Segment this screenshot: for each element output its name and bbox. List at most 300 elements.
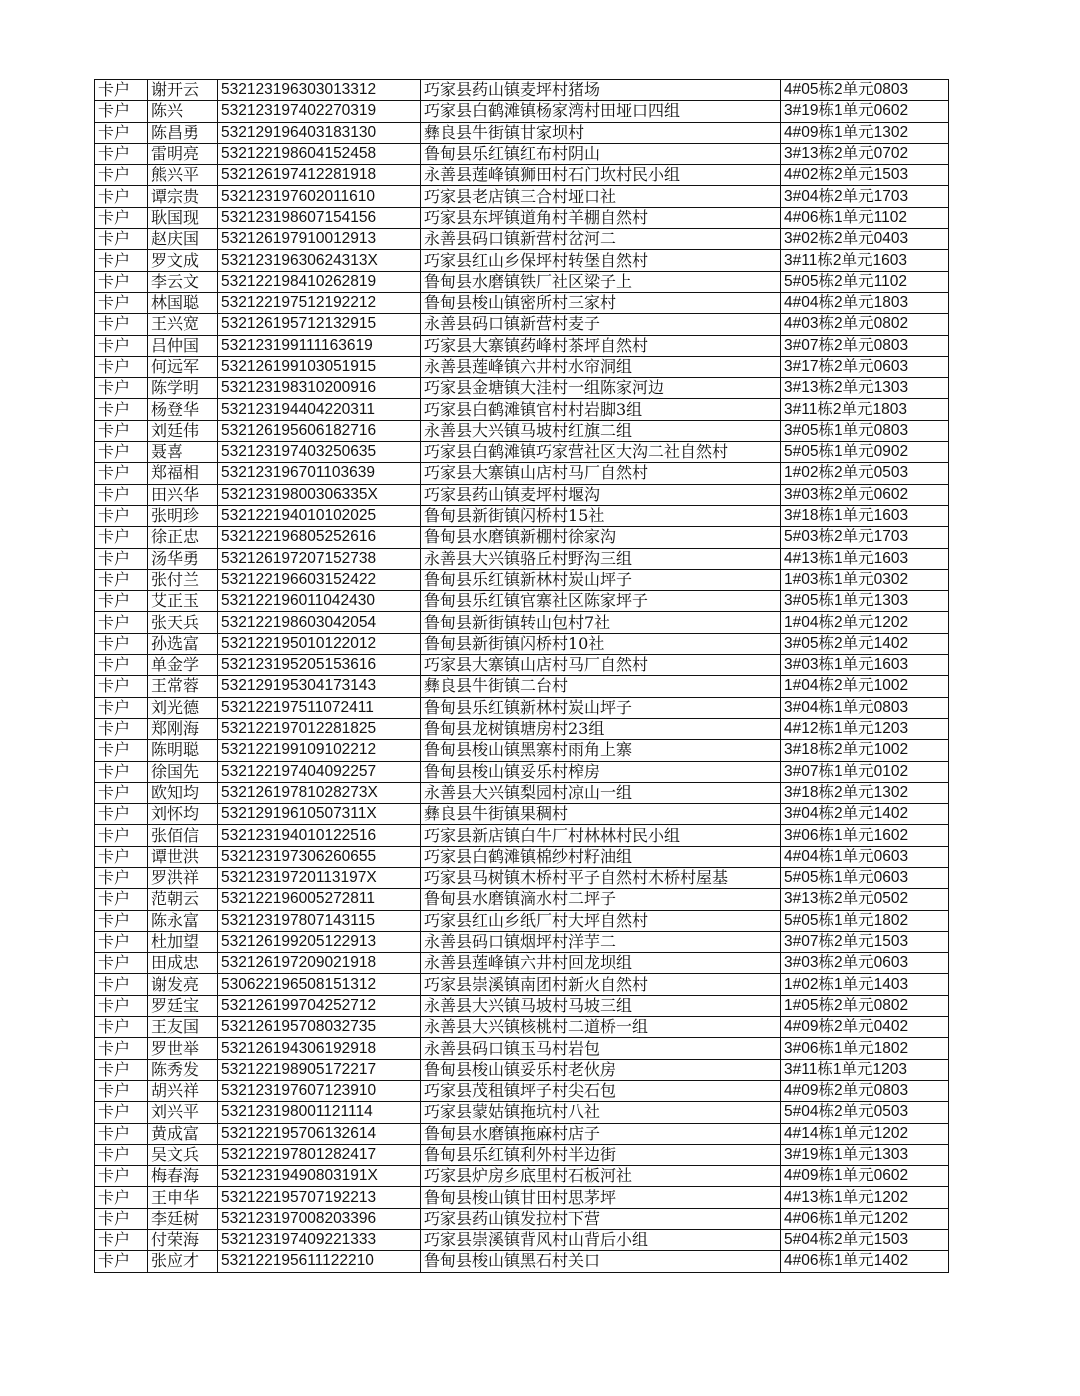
address-cell: 彝良县牛街镇二台村 [421,676,781,697]
id-number-cell: 53212319720113197X [218,867,421,888]
table-row [95,867,949,888]
unit-cell: 4#05栋2单元0803 [781,80,949,101]
id-number-cell: 532122194010102025 [218,505,421,526]
unit-cell: 3#03栋1单元1603 [781,655,949,676]
household-type-cell: 卡户 [95,569,148,590]
name-cell: 付荣海 [148,1230,218,1251]
name-cell: 徐正忠 [148,527,218,548]
household-type-cell: 卡户 [95,1123,148,1144]
unit-cell: 5#05栋1单元0902 [781,442,949,463]
name-cell: 吕仲国 [148,335,218,356]
household-type-cell: 卡户 [95,1166,148,1187]
address-cell: 巧家县红山乡纸厂村大坪自然村 [421,910,781,931]
id-number-cell: 53212319630624313X [218,250,421,271]
household-type-cell: 卡户 [95,122,148,143]
address-cell: 永善县莲峰镇六井村水帘洞组 [421,356,781,377]
household-type-cell: 卡户 [95,1080,148,1101]
household-type-cell: 卡户 [95,80,148,101]
name-cell: 林国聪 [148,292,218,313]
id-number-cell: 532126199103051915 [218,356,421,377]
unit-cell: 4#06栋1单元1202 [781,1208,949,1229]
household-type-cell: 卡户 [95,356,148,377]
household-type-cell: 卡户 [95,782,148,803]
id-number-cell: 530622196508151312 [218,974,421,995]
address-cell: 永善县码口镇烟坪村洋芋二 [421,931,781,952]
id-number-cell: 532122199109102212 [218,740,421,761]
id-number-cell: 532126199205122913 [218,931,421,952]
table-row [95,463,949,484]
unit-cell: 1#02栋2单元0503 [781,463,949,484]
household-type-cell: 卡户 [95,591,148,612]
name-cell: 陈永富 [148,910,218,931]
household-type-cell: 卡户 [95,953,148,974]
household-type-cell: 卡户 [95,974,148,995]
address-cell: 永善县大兴镇马坡村红旗二组 [421,420,781,441]
household-type-cell: 卡户 [95,1102,148,1123]
unit-cell: 3#13栋2单元1303 [781,378,949,399]
address-cell: 永善县大兴镇骆丘村野沟三组 [421,548,781,569]
address-cell: 巧家县红山乡保坪村转堡自然村 [421,250,781,271]
address-cell: 巧家县茂租镇坪子村尖石包 [421,1080,781,1101]
unit-cell: 5#04栋2单元0503 [781,1102,949,1123]
name-cell: 聂喜 [148,442,218,463]
unit-cell: 4#12栋1单元1203 [781,718,949,739]
id-number-cell: 532122198604152458 [218,143,421,164]
id-number-cell: 532122197512192212 [218,292,421,313]
address-cell: 巧家县白鹤滩镇官村村岩脚3组 [421,399,781,420]
unit-cell: 3#13栋2单元0702 [781,143,949,164]
id-number-cell: 532122195611122210 [218,1251,421,1272]
unit-cell: 4#06栋1单元1402 [781,1251,949,1272]
table-row [95,527,949,548]
table-row [95,207,949,228]
household-type-cell: 卡户 [95,484,148,505]
unit-cell: 3#13栋2单元0502 [781,889,949,910]
address-cell: 永善县大兴镇梨园村凉山一组 [421,782,781,803]
name-cell: 张付兰 [148,569,218,590]
address-cell: 巧家县马树镇木桥村平子自然村木桥村屋基 [421,867,781,888]
address-cell: 鲁甸县梭山镇密所村三家村 [421,292,781,313]
household-type-cell: 卡户 [95,186,148,207]
household-type-cell: 卡户 [95,505,148,526]
address-cell: 鲁甸县水磨镇铁厂社区梁子上 [421,271,781,292]
id-number-cell: 532126197207152738 [218,548,421,569]
address-cell: 鲁甸县梭山镇甘田村思茅坪 [421,1187,781,1208]
table-row [95,271,949,292]
address-cell: 永善县莲峰镇六井村回龙坝组 [421,953,781,974]
table-row [95,889,949,910]
unit-cell: 3#17栋2单元0603 [781,356,949,377]
name-cell: 谭世洪 [148,846,218,867]
household-type-cell: 卡户 [95,889,148,910]
table-row [95,399,949,420]
unit-cell: 5#05栋2单元1102 [781,271,949,292]
id-number-cell: 532126195708032735 [218,1017,421,1038]
table-body [95,80,949,1273]
address-cell: 鲁甸县新街镇闪桥村15社 [421,505,781,526]
address-cell: 永善县莲峰镇狮田村石门坎村民小组 [421,165,781,186]
id-number-cell: 532122197801282417 [218,1144,421,1165]
table-row [95,505,949,526]
name-cell: 陈学明 [148,378,218,399]
household-type-cell: 卡户 [95,867,148,888]
unit-cell: 3#18栋1单元1603 [781,505,949,526]
address-cell: 鲁甸县梭山镇黑寨村雨角上寨 [421,740,781,761]
household-type-cell: 卡户 [95,378,148,399]
table-row [95,953,949,974]
name-cell: 罗世举 [148,1038,218,1059]
household-type-cell: 卡户 [95,207,148,228]
table-row [95,782,949,803]
address-cell: 巧家县大寨镇山店村马厂自然村 [421,463,781,484]
address-cell: 鲁甸县乐红镇红布村阴山 [421,143,781,164]
household-type-cell: 卡户 [95,676,148,697]
id-number-cell: 532123197602011610 [218,186,421,207]
address-cell: 永善县码口镇玉马村岩包 [421,1038,781,1059]
address-cell: 鲁甸县梭山镇妥乐村榨房 [421,761,781,782]
unit-cell: 3#04栋2单元1703 [781,186,949,207]
table-row [95,761,949,782]
address-cell: 鲁甸县乐红镇新林村炭山坪子 [421,697,781,718]
name-cell: 张天兵 [148,612,218,633]
household-type-cell: 卡户 [95,633,148,654]
table-row [95,314,949,335]
unit-cell: 3#19栋1单元0602 [781,101,949,122]
unit-cell: 3#07栋1单元0102 [781,761,949,782]
address-cell: 巧家县炉房乡底里村石板河社 [421,1166,781,1187]
household-type-cell: 卡户 [95,697,148,718]
table-row [95,1187,949,1208]
unit-cell: 4#09栋1单元1302 [781,122,949,143]
table-row [95,612,949,633]
id-number-cell: 532123194010122516 [218,825,421,846]
name-cell: 徐国先 [148,761,218,782]
address-cell: 彝良县牛街镇果稠村 [421,804,781,825]
unit-cell: 4#02栋2单元1503 [781,165,949,186]
unit-cell: 3#18栋2单元1302 [781,782,949,803]
address-cell: 巧家县药山镇发拉村下营 [421,1208,781,1229]
id-number-cell: 532123198001121114 [218,1102,421,1123]
household-type-cell: 卡户 [95,314,148,335]
address-cell: 鲁甸县水磨镇滴水村二坪子 [421,889,781,910]
table-row [95,804,949,825]
table-row [95,1166,949,1187]
name-cell: 胡兴祥 [148,1080,218,1101]
table-row [95,250,949,271]
household-type-cell: 卡户 [95,527,148,548]
table-row [95,378,949,399]
table-row [95,1208,949,1229]
table-row [95,718,949,739]
unit-cell: 3#04栋2单元1402 [781,804,949,825]
table-row [95,1017,949,1038]
unit-cell: 3#11栋2单元1803 [781,399,949,420]
household-type-cell: 卡户 [95,995,148,1016]
household-type-cell: 卡户 [95,442,148,463]
address-cell: 永善县大兴镇马坡村马坡三组 [421,995,781,1016]
name-cell: 李云文 [148,271,218,292]
address-cell: 鲁甸县新街镇转山包村7社 [421,612,781,633]
table-row [95,165,949,186]
name-cell: 陈明聪 [148,740,218,761]
table-row [95,697,949,718]
table-row [95,356,949,377]
table-row [95,143,949,164]
id-number-cell: 532126197910012913 [218,229,421,250]
unit-cell: 3#06栋1单元1602 [781,825,949,846]
name-cell: 欧知均 [148,782,218,803]
household-type-cell: 卡户 [95,101,148,122]
household-type-cell: 卡户 [95,229,148,250]
name-cell: 罗洪祥 [148,867,218,888]
address-cell: 永善县码口镇新营村麦子 [421,314,781,335]
household-type-cell: 卡户 [95,250,148,271]
address-cell: 巧家县新店镇白牛厂村林林村民小组 [421,825,781,846]
household-type-cell: 卡户 [95,1059,148,1080]
table-row [95,1251,949,1272]
name-cell: 汤华勇 [148,548,218,569]
id-number-cell: 532122198603042054 [218,612,421,633]
household-type-cell: 卡户 [95,1230,148,1251]
name-cell: 王友国 [148,1017,218,1038]
unit-cell: 5#05栋1单元1802 [781,910,949,931]
table-row [95,591,949,612]
name-cell: 李廷树 [148,1208,218,1229]
name-cell: 刘兴平 [148,1102,218,1123]
address-cell: 鲁甸县新街镇闪桥村10社 [421,633,781,654]
name-cell: 熊兴平 [148,165,218,186]
name-cell: 陈兴 [148,101,218,122]
id-number-cell: 532122195707192213 [218,1187,421,1208]
name-cell: 耿国现 [148,207,218,228]
table-row [95,335,949,356]
address-cell: 巧家县东坪镇道角村羊棚自然村 [421,207,781,228]
id-number-cell: 53212619781028273X [218,782,421,803]
id-number-cell: 532122197404092257 [218,761,421,782]
address-cell: 巧家县药山镇麦坪村堰沟 [421,484,781,505]
address-cell: 巧家县药山镇麦坪村猪场 [421,80,781,101]
id-number-cell: 532126195606182716 [218,420,421,441]
name-cell: 陈秀发 [148,1059,218,1080]
id-number-cell: 532123197306260655 [218,846,421,867]
unit-cell: 3#04栋1单元0803 [781,697,949,718]
household-type-cell: 卡户 [95,1187,148,1208]
id-number-cell: 532123197008203396 [218,1208,421,1229]
name-cell: 梅春海 [148,1166,218,1187]
name-cell: 刘廷伟 [148,420,218,441]
household-type-cell: 卡户 [95,165,148,186]
name-cell: 黄成富 [148,1123,218,1144]
address-cell: 永善县大兴镇核桃村二道桥一组 [421,1017,781,1038]
unit-cell: 3#03栋2单元0603 [781,953,949,974]
resident-table [94,79,949,1273]
address-cell: 彝良县牛街镇甘家坝村 [421,122,781,143]
household-type-cell: 卡户 [95,718,148,739]
household-type-cell: 卡户 [95,804,148,825]
household-type-cell: 卡户 [95,846,148,867]
household-type-cell: 卡户 [95,1208,148,1229]
unit-cell: 3#05栋1单元1303 [781,591,949,612]
address-cell: 鲁甸县乐红镇利外村半边街 [421,1144,781,1165]
address-cell: 鲁甸县水磨镇新棚村徐家沟 [421,527,781,548]
address-cell: 鲁甸县乐红镇官寨社区陈家坪子 [421,591,781,612]
table-row [95,420,949,441]
id-number-cell: 532123196701103639 [218,463,421,484]
address-cell: 鲁甸县梭山镇黑石村关口 [421,1251,781,1272]
id-number-cell: 53212919610507311X [218,804,421,825]
id-number-cell: 532126199704252712 [218,995,421,1016]
name-cell: 吴文兵 [148,1144,218,1165]
household-type-cell: 卡户 [95,292,148,313]
unit-cell: 3#11栋2单元1603 [781,250,949,271]
id-number-cell: 532126197209021918 [218,953,421,974]
name-cell: 陈昌勇 [148,122,218,143]
id-number-cell: 532123197607123910 [218,1080,421,1101]
table-row [95,931,949,952]
unit-cell: 3#11栋1单元1203 [781,1059,949,1080]
table-row [95,548,949,569]
id-number-cell: 532122195706132614 [218,1123,421,1144]
id-number-cell: 532123196303013312 [218,80,421,101]
name-cell: 谢发亮 [148,974,218,995]
name-cell: 赵庆国 [148,229,218,250]
address-cell: 巧家县白鹤滩镇巧家营社区大沟二社自然村 [421,442,781,463]
table-row [95,292,949,313]
name-cell: 郑福相 [148,463,218,484]
unit-cell: 3#07栋2单元0803 [781,335,949,356]
name-cell: 杨登华 [148,399,218,420]
id-number-cell: 532126195712132915 [218,314,421,335]
unit-cell: 1#04栋2单元1002 [781,676,949,697]
address-cell: 巧家县老店镇三合村垭口社 [421,186,781,207]
table-row [95,1123,949,1144]
household-type-cell: 卡户 [95,1038,148,1059]
name-cell: 杜加望 [148,931,218,952]
id-number-cell: 532122196603152422 [218,569,421,590]
table-row [95,846,949,867]
unit-cell: 4#14栋1单元1202 [781,1123,949,1144]
id-number-cell: 532123197807143115 [218,910,421,931]
id-number-cell: 532123199111163619 [218,335,421,356]
name-cell: 郑刚海 [148,718,218,739]
name-cell: 范朝云 [148,889,218,910]
address-cell: 巧家县崇溪镇南团村新火自然村 [421,974,781,995]
unit-cell: 4#09栋2单元0402 [781,1017,949,1038]
name-cell: 田成忠 [148,953,218,974]
name-cell: 张明珍 [148,505,218,526]
address-cell: 鲁甸县水磨镇拖麻村店子 [421,1123,781,1144]
table-row [95,676,949,697]
table-row [95,910,949,931]
unit-cell: 3#18栋2单元1002 [781,740,949,761]
household-type-cell: 卡户 [95,825,148,846]
table-row [95,484,949,505]
household-type-cell: 卡户 [95,420,148,441]
table-row [95,740,949,761]
table-row [95,122,949,143]
unit-cell: 5#04栋2单元1503 [781,1230,949,1251]
id-number-cell: 53212319800306335X [218,484,421,505]
address-cell: 巧家县大寨镇药峰村茶坪自然村 [421,335,781,356]
household-type-cell: 卡户 [95,271,148,292]
id-number-cell: 532126194306192918 [218,1038,421,1059]
unit-cell: 1#05栋2单元0802 [781,995,949,1016]
table-row [95,995,949,1016]
table-row [95,1144,949,1165]
name-cell: 王申华 [148,1187,218,1208]
household-type-cell: 卡户 [95,548,148,569]
household-type-cell: 卡户 [95,463,148,484]
table-row [95,1038,949,1059]
household-type-cell: 卡户 [95,655,148,676]
household-type-cell: 卡户 [95,143,148,164]
address-cell: 巧家县白鹤滩镇杨家湾村田垭口四组 [421,101,781,122]
household-type-cell: 卡户 [95,1251,148,1272]
address-cell: 鲁甸县梭山镇妥乐村老伙房 [421,1059,781,1080]
name-cell: 谭宗贵 [148,186,218,207]
table-row [95,186,949,207]
table-row [95,633,949,654]
address-cell: 巧家县大寨镇山店村马厂自然村 [421,655,781,676]
table-row [95,1230,949,1251]
unit-cell: 5#05栋1单元0603 [781,867,949,888]
household-type-cell: 卡户 [95,335,148,356]
unit-cell: 3#19栋1单元1303 [781,1144,949,1165]
unit-cell: 4#13栋1单元1202 [781,1187,949,1208]
unit-cell: 3#05栋2单元1402 [781,633,949,654]
unit-cell: 1#02栋1单元1403 [781,974,949,995]
address-cell: 巧家县白鹤滩镇棉纱村籽油组 [421,846,781,867]
id-number-cell: 532122196011042430 [218,591,421,612]
unit-cell: 3#05栋1单元0803 [781,420,949,441]
unit-cell: 4#04栋1单元0603 [781,846,949,867]
name-cell: 单金学 [148,655,218,676]
id-number-cell: 532123198310200916 [218,378,421,399]
id-number-cell: 532122197012281825 [218,718,421,739]
table-row [95,229,949,250]
name-cell: 张应才 [148,1251,218,1272]
unit-cell: 4#04栋2单元1803 [781,292,949,313]
name-cell: 田兴华 [148,484,218,505]
name-cell: 王兴宽 [148,314,218,335]
id-number-cell: 532122197511072411 [218,697,421,718]
household-type-cell: 卡户 [95,1017,148,1038]
name-cell: 刘怀均 [148,804,218,825]
name-cell: 罗廷宝 [148,995,218,1016]
name-cell: 王常蓉 [148,676,218,697]
address-cell: 巧家县金塘镇大洼村一组陈家河边 [421,378,781,399]
id-number-cell: 532123197403250635 [218,442,421,463]
household-type-cell: 卡户 [95,612,148,633]
address-cell: 鲁甸县龙树镇塘房村23组 [421,718,781,739]
id-number-cell: 532122196805252616 [218,527,421,548]
id-number-cell: 532123197402270319 [218,101,421,122]
household-type-cell: 卡户 [95,1144,148,1165]
id-number-cell: 532123194404220311 [218,399,421,420]
id-number-cell: 53212319490803191X [218,1166,421,1187]
name-cell: 罗文成 [148,250,218,271]
unit-cell: 3#02栋2单元0403 [781,229,949,250]
unit-cell: 4#03栋2单元0802 [781,314,949,335]
unit-cell: 1#03栋1单元0302 [781,569,949,590]
id-number-cell: 532129196403183130 [218,122,421,143]
name-cell: 刘光德 [148,697,218,718]
id-number-cell: 532122198905172217 [218,1059,421,1080]
household-type-cell: 卡户 [95,740,148,761]
id-number-cell: 532126197412281918 [218,165,421,186]
name-cell: 张佰信 [148,825,218,846]
name-cell: 何远军 [148,356,218,377]
